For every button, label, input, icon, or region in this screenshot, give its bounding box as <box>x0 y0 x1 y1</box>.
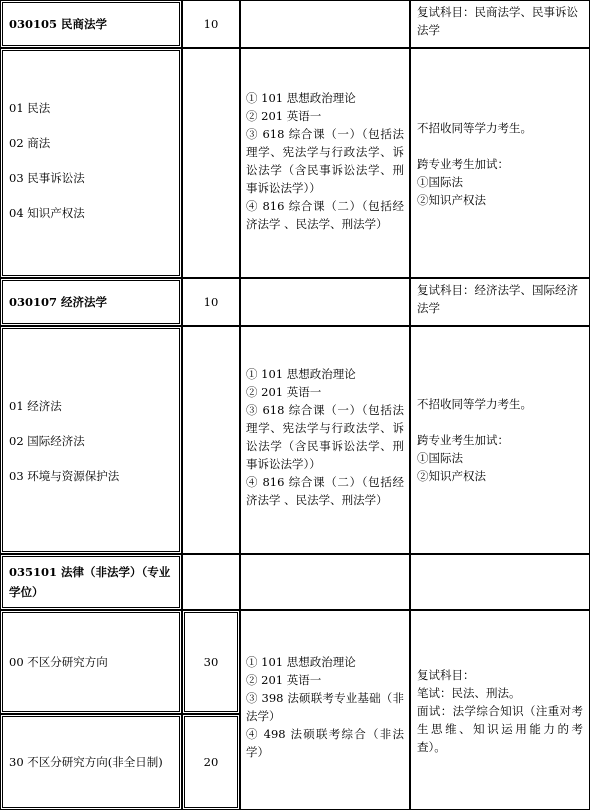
exam-subject: ① 101 思想政治理论 <box>246 91 356 105</box>
retest-subjects: 复试科目：民商法学、民事诉讼法学 <box>417 5 578 37</box>
quota-cell <box>182 326 240 554</box>
direction-item: 04 知识产权法 <box>9 206 85 220</box>
exam-subject: ③ 398 法硕联考专业基础（非法学） <box>246 691 404 723</box>
retest-label: 复试科目： <box>417 668 475 682</box>
exam-subject: ④ 816 综合课（二）（包括经济法学 、民法学、刑法学） <box>246 475 404 507</box>
quota-value: 10 <box>203 295 219 309</box>
exam-subjects-cell <box>240 326 410 554</box>
quota-cell <box>182 610 240 714</box>
quota-cell <box>182 278 240 326</box>
retest-note-cell <box>410 0 590 48</box>
extra-subject: ②知识产权法 <box>417 469 486 483</box>
exam-subject: ② 201 英语一 <box>246 673 322 687</box>
extra-subject: ①国际法 <box>417 451 463 465</box>
program-title: 035101 法律（非法学）（专业学位） <box>9 565 171 599</box>
written-exam-note: 笔试：民法、刑法。 <box>417 686 521 700</box>
quota-cell <box>182 0 240 48</box>
program-code-cell <box>0 0 182 48</box>
notes-cell <box>410 48 590 278</box>
program-title: 030105 民商法学 <box>9 17 108 31</box>
exam-subject: ④ 498 法硕联考综合（非法学） <box>246 727 404 759</box>
exam-subjects-cell <box>240 48 410 278</box>
retest-note-cell <box>410 278 590 326</box>
quota-cell <box>182 48 240 278</box>
direction-item: 03 环境与资源保护法 <box>9 469 120 483</box>
direction-cell <box>0 610 182 714</box>
program-title: 030107 经济法学 <box>9 295 108 309</box>
no-equivalent-note: 不招收同等学力考生。 <box>417 397 532 411</box>
exam-subject: ① 101 思想政治理论 <box>246 367 356 381</box>
quota-cell <box>182 714 240 810</box>
notes-cell <box>410 326 590 554</box>
direction-item: 01 民法 <box>9 101 51 115</box>
exam-subject: ① 101 思想政治理论 <box>246 655 356 669</box>
no-equivalent-note: 不招收同等学力考生。 <box>417 121 532 135</box>
quota-value: 10 <box>203 17 219 31</box>
empty-cell <box>410 554 590 610</box>
direction-cell <box>0 714 182 810</box>
exam-subject: ④ 816 综合课（二）（包括经济法学 、民法学、刑法学） <box>246 199 404 231</box>
directions-cell <box>0 326 182 554</box>
direction-item: 01 经济法 <box>9 399 62 413</box>
exam-subjects-cell <box>240 610 410 810</box>
exam-subject: ③ 618 综合课（一）（包括法理学、宪法学与行政法学、诉讼法学（含民事诉讼法学、刑事诉讼法学）） <box>246 403 404 471</box>
direction-item: 02 商法 <box>9 136 51 150</box>
exam-subject: ② 201 英语一 <box>246 109 322 123</box>
quota-cell <box>182 554 240 610</box>
empty-cell <box>240 0 410 48</box>
program-code-cell <box>0 554 182 610</box>
extra-subject: ②知识产权法 <box>417 193 486 207</box>
directions-cell <box>0 48 182 278</box>
retest-subjects: 复试科目：经济法学、国际经济法学 <box>417 283 578 315</box>
interview-note: 面试：法学综合知识（注重对考生思维、知识运用能力的考查）。 <box>417 704 583 754</box>
direction-item: 02 国际经济法 <box>9 434 85 448</box>
quota-value: 30 <box>203 655 219 669</box>
exam-subject: ② 201 英语一 <box>246 385 322 399</box>
program-code-cell <box>0 278 182 326</box>
direction-name: 30 不区分研究方向(非全日制) <box>9 755 163 769</box>
quota-value: 20 <box>203 755 219 769</box>
extra-subject: ①国际法 <box>417 175 463 189</box>
empty-cell <box>240 278 410 326</box>
cross-major-note: 跨专业考生加试： <box>417 157 509 171</box>
direction-item: 03 民事诉讼法 <box>9 171 85 185</box>
empty-cell <box>240 554 410 610</box>
exam-subject: ③ 618 综合课（一）（包括法理学、宪法学与行政法学、诉讼法学（含民事诉讼法学、刑事诉讼法学）） <box>246 127 404 195</box>
direction-name: 00 不区分研究方向 <box>9 655 108 669</box>
notes-cell <box>410 610 590 810</box>
cross-major-note: 跨专业考生加试： <box>417 433 509 447</box>
